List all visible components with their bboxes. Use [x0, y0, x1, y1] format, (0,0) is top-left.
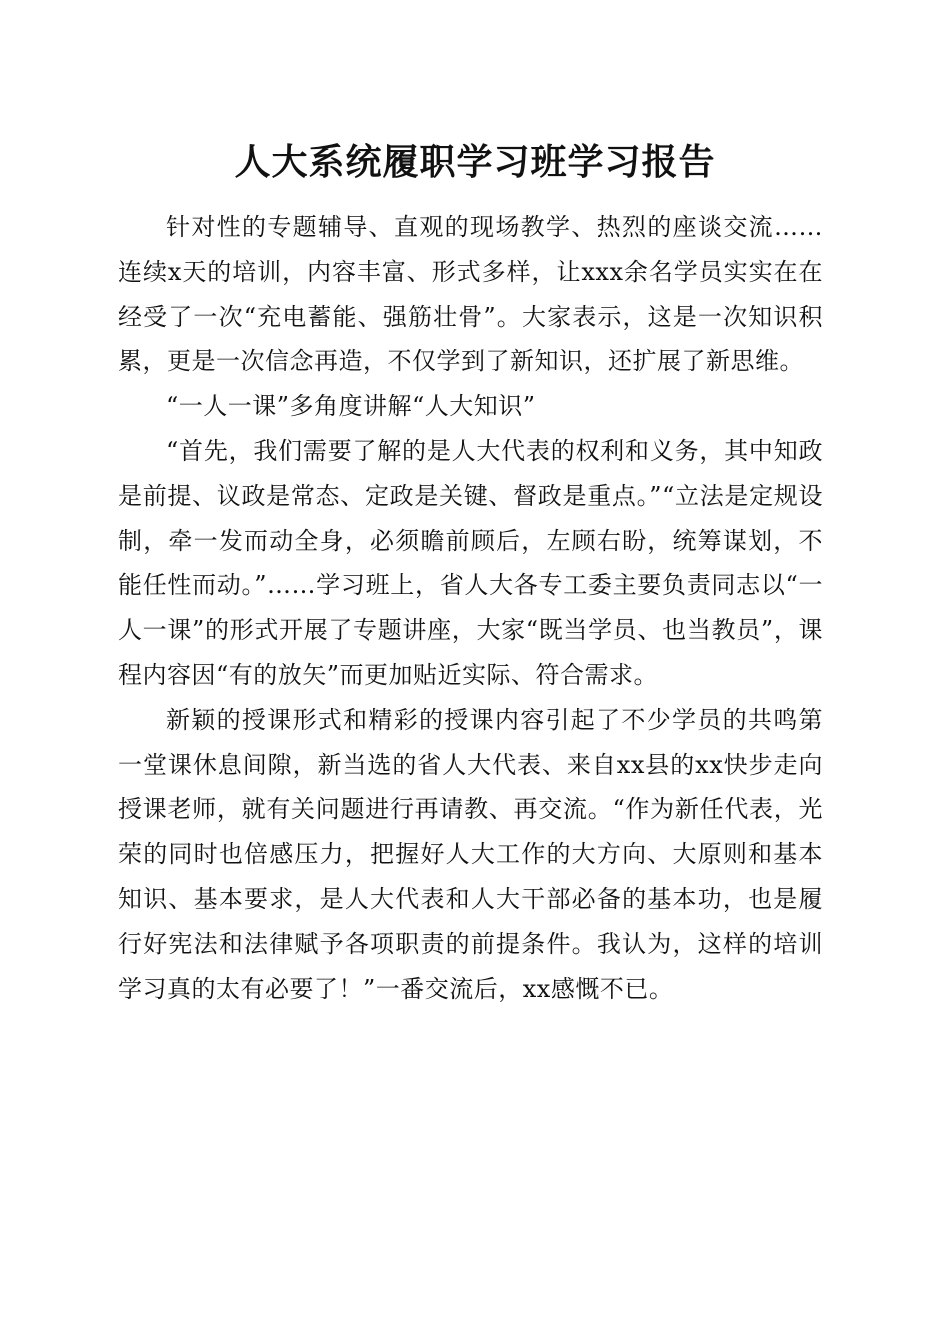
document-title: 人大系统履职学习班学习报告 [234, 141, 716, 183]
paragraph-intro: 针对性的专题辅导、直观的现场教学、热烈的座谈交流……连续x天的培训，内容丰富、形式多样，让xxx余名学员实实在在经受了一次“充电蓄能、强筋壮骨”。大家表示，这是一次知识积累，更是一次信念再造，不仅学到了新知识，还扩展了新思维。 [118, 213, 823, 376]
document-body [118, 205, 823, 1011]
paragraph-student-feedback: 新颖的授课形式和精彩的授课内容引起了不少学员的共鸣第一堂课休息间隙，新当选的省人大代表、来自xx县的xx快步走向授课老师，就有关问题进行再请教、再交流。“作为新任代表，光荣的同时也倍感压力，把握好人大工作的大方向、大原则和基本知识、基本要求，是人大代表和人大干部必备的基本功，也是履行好宪法和法律赋予各项职责的前提条件。我认为，这样的培训学习真的太有必要了！”一番交流后，xx感慨不已。 [118, 705, 823, 1003]
paragraph-lecture-quotes: “首先，我们需要了解的是人大代表的权利和义务，其中知政是前提、议政是常态、定政是关键、督政是重点。”“立法是定规设制，牵一发而动全身，必须瞻前顾后，左顾右盼，统筹谋划，不能任性而动。”……学习班上，省人大各专工委主要负责同志以“一人一课”的形式开展了专题讲座，大家“既当学员、也当教员”，课程内容因“有的放矢”而更加贴近实际、符合需求。 [118, 436, 823, 689]
section-heading: “一人一课”多角度讲解“人大知识” [166, 392, 536, 421]
